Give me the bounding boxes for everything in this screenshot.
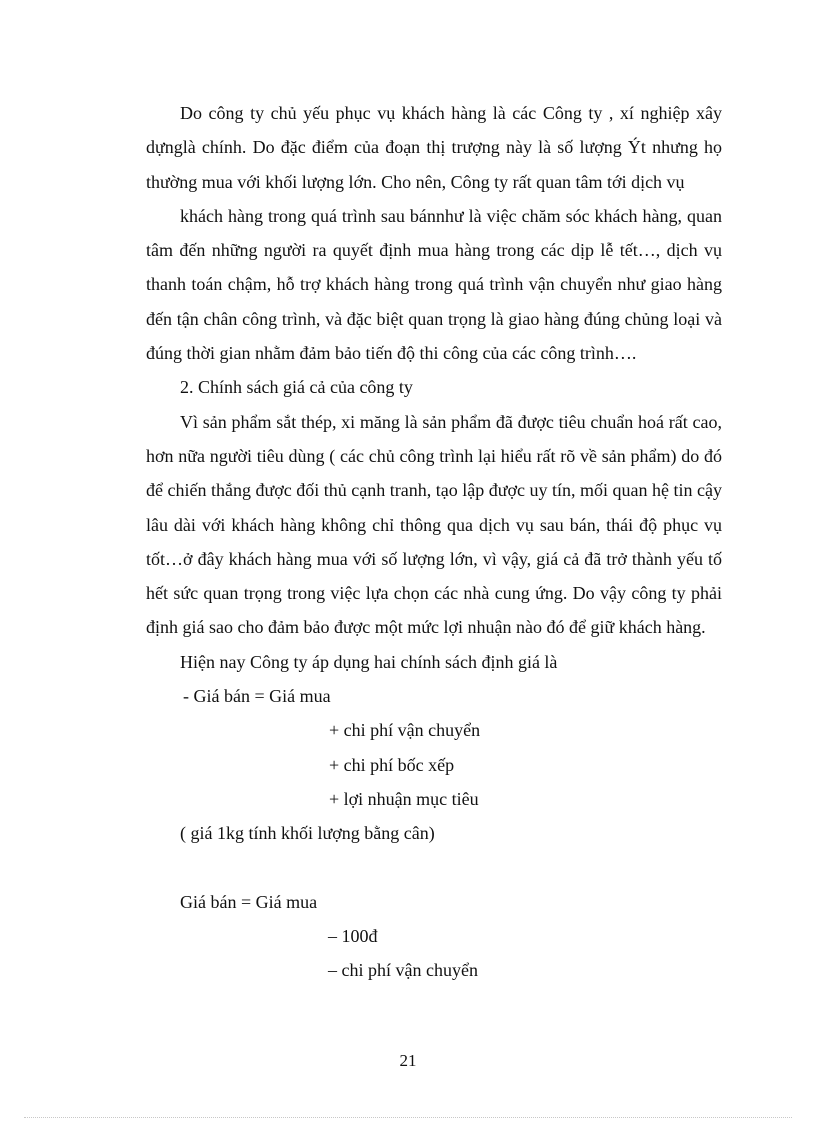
paragraph-customers: Do công ty chủ yếu phục vụ khách hàng là các Công ty , xí nghiệp xây dựnglà chính. Do đặc điểm của đoạn thị trượng này là số lượng Ýt nhưng họ thường mua với khối lượng lớn. Cho nên, Công ty rất quan tâm tới dịch vụ <box>146 103 722 192</box>
paragraph-pricing: Vì sản phẩm sắt thép, xi măng là sản phẩm đã được tiêu chuẩn hoá rất cao, hơn nữa người tiêu dùng ( các chủ công trình lại hiểu rất rõ về sản phẩm) do đó để chiến thắng được đối thủ cạnh tranh, tạo lập được uy tín, mối quan hệ tin cậy lâu dài với khách hàng không chỉ thông qua dịch vụ sau bán, thái độ phục vụ tốt…ở đây khách hàng mua với số lượng lớn, vì vậy, giá cả đã trở thành yếu tố hết sức quan trọng trong việc lựa chọn các nhà cung ứng. Do vậy công ty phải định giá sao cho đảm bảo được một mức lợi nhuận nào đó để giữ khách hàng. <box>146 411 722 638</box>
formula2-line2: – 100đ <box>328 925 378 946</box>
paragraph-services: khách hàng trong quá trình sau bánnhư là việc chăm sóc khách hàng, quan tâm đến những người ra quyết định mua hàng trong các dịp lễ tết…, dịch vụ thanh toán chậm, hỗ trợ khách hàng trong quá trình vận chuyển như giao hàng đến tận chân công trình, và đặc biệt quan trọng là giao hàng đúng chủng loại và đúng thời gian nhằm đảm bảo tiến độ thi công của các công trình…. <box>146 205 722 364</box>
page-number: 21 <box>399 1051 417 1070</box>
paragraph-policies: Hiện nay Công ty áp dụng hai chính sách định giá là <box>180 651 558 672</box>
formula1-line4: + lợi nhuận mục tiêu <box>329 788 479 809</box>
formula2-line1: Giá bán = Giá mua <box>180 891 318 912</box>
section-heading: 2. Chính sách giá cả của công ty <box>180 377 413 398</box>
formula1-note: ( giá 1kg tính khối lượng bằng cân) <box>180 823 435 844</box>
formula1-line2: + chi phí vận chuyển <box>329 720 481 741</box>
formula1-line1: - Giá bán = Giá mua <box>183 686 331 707</box>
spacer <box>146 851 722 885</box>
formula2-line3: – chi phí vận chuyển <box>328 960 478 981</box>
footer-divider <box>24 1117 792 1118</box>
body-text <box>146 96 722 987</box>
formula1-line3: + chi phí bốc xếp <box>329 754 455 775</box>
